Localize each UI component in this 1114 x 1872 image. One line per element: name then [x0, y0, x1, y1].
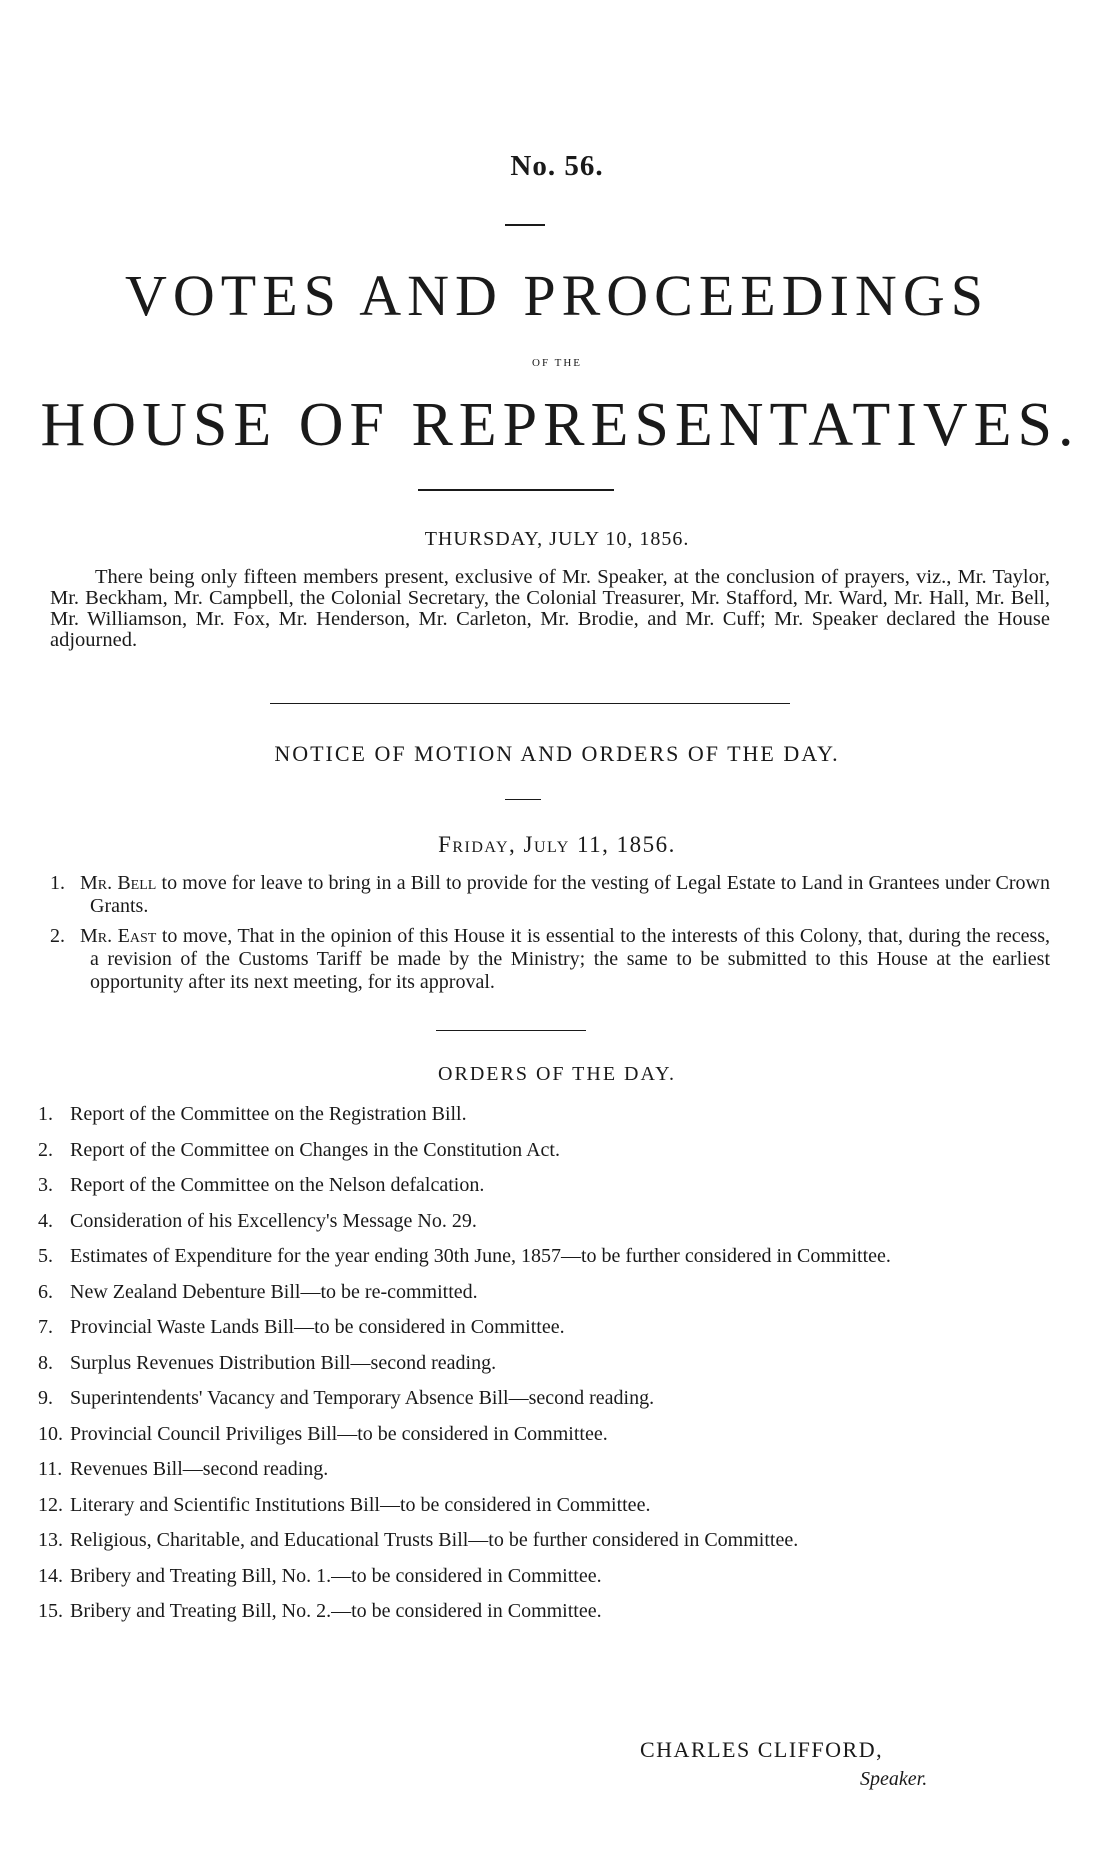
- order-item: [38, 1388, 1038, 1410]
- order-number: 5.: [38, 1245, 53, 1267]
- notice-heading: NOTICE OF MOTION AND ORDERS OF THE DAY.: [274, 741, 840, 766]
- order-text: Bribery and Treating Bill, No. 1.—to be considered in Committee.: [70, 1564, 602, 1587]
- order-number: 6.: [38, 1280, 53, 1303]
- divider: [418, 489, 614, 491]
- notice-date: Friday, July 11, 1856.: [438, 832, 676, 857]
- order-number: 1.: [38, 1103, 53, 1125]
- order-number: 10.: [38, 1422, 63, 1445]
- order-number: 15.: [38, 1600, 63, 1622]
- motion-member: Mr. Bell: [80, 872, 157, 894]
- motion-text: to move for leave to bring in a Bill to provide for the vesting of Legal Estate to Land in Grantees under Crown Grants.: [90, 872, 1050, 917]
- order-text: Bribery and Treating Bill, No. 2.—to be considered in Committee.: [70, 1600, 602, 1622]
- order-number: 3.: [38, 1174, 53, 1196]
- divider: [270, 703, 790, 704]
- divider: [505, 799, 541, 800]
- order-item: [38, 1282, 1038, 1304]
- order-text: Report of the Committee on Changes in the Constitution Act.: [70, 1138, 560, 1161]
- title-house-of-representatives: [40, 390, 1080, 461]
- order-item: [38, 1211, 1038, 1233]
- proceedings-date: THURSDAY, JULY 10, 1856.: [424, 528, 690, 550]
- motion-item: [50, 872, 1050, 918]
- document-number: No. 56.: [510, 150, 604, 182]
- order-item: [38, 1424, 1038, 1446]
- order-number: 7.: [38, 1316, 53, 1338]
- orders-heading: ORDERS OF THE DAY.: [438, 1063, 676, 1085]
- order-item: [38, 1246, 1038, 1268]
- order-number: 2.: [38, 1138, 53, 1161]
- title-of-the: OF THE: [532, 357, 582, 369]
- order-text: Religious, Charitable, and Educational Trusts Bill—to be further considered in Committee.: [70, 1529, 799, 1551]
- order-item: [38, 1530, 1038, 1552]
- title-house-text: HOUSE OF REPRESENTATIVES.: [40, 391, 1080, 459]
- order-item: [38, 1459, 1038, 1481]
- order-item: [38, 1601, 1038, 1623]
- order-item: [38, 1175, 1038, 1197]
- motion-member: Mr. East: [80, 925, 157, 947]
- order-text: Literary and Scientific Institutions Bill—to be considered in Committee.: [70, 1493, 651, 1516]
- order-number: 14.: [38, 1564, 63, 1587]
- order-text: New Zealand Debenture Bill—to be re-committed.: [70, 1280, 478, 1303]
- order-text: Superintendents' Vacancy and Temporary Absence Bill—second reading.: [70, 1387, 655, 1409]
- orders-list: [38, 1104, 1038, 1637]
- order-item: [38, 1104, 1038, 1126]
- order-text: Revenues Bill—second reading.: [70, 1458, 329, 1480]
- motion-item: [50, 925, 1050, 994]
- signature-name: CHARLES CLIFFORD,: [640, 1737, 884, 1762]
- title-votes-and-proceedings: VOTES AND PROCEEDINGS: [125, 263, 989, 328]
- order-item: [38, 1566, 1038, 1588]
- order-text: Estimates of Expenditure for the year ending 30th June, 1857—to be further considered in Committee.: [70, 1245, 891, 1267]
- order-item: [38, 1495, 1038, 1517]
- order-number: 8.: [38, 1351, 53, 1374]
- motion-number: 1.: [50, 872, 65, 894]
- order-number: 12.: [38, 1493, 63, 1516]
- order-text: Provincial Waste Lands Bill—to be considered in Committee.: [70, 1316, 565, 1338]
- order-number: 9.: [38, 1387, 53, 1409]
- order-item: [38, 1317, 1038, 1339]
- divider: [505, 224, 545, 226]
- order-text: Consideration of his Excellency's Message No. 29.: [70, 1209, 477, 1232]
- order-text: Provincial Council Priviliges Bill—to be considered in Committee.: [70, 1422, 608, 1445]
- proceedings-text: There being only fifteen members present, exclusive of Mr. Speaker, at the conclusion of prayers, viz., Mr. Taylor, Mr. Beckham, Mr. Campbell, the Colonial Secretary, the Colonial Treasurer, Mr. Stafford, Mr. Ward, Mr. Hall, Mr. Bell, Mr. Williamson, Mr. Fox, Mr. Henderson, Mr. Carleton, Mr. Brodie, and Mr. Cuff; Mr. Speaker declared the House adjourned.: [50, 566, 1050, 651]
- order-number: 13.: [38, 1529, 63, 1551]
- divider: [436, 1030, 586, 1031]
- signature-office: Speaker.: [860, 1768, 928, 1790]
- order-number: 4.: [38, 1209, 53, 1232]
- motion-text: to move, That in the opinion of this House it is essential to the interests of this Colony, that, during the recess, a revision of the Customs Tariff be made by the Ministry; the same to be submitted to this House at the earliest opportunity after its next meeting, for its approval.: [90, 925, 1051, 993]
- order-number: 11.: [38, 1458, 63, 1480]
- order-text: Surplus Revenues Distribution Bill—second reading.: [70, 1351, 497, 1374]
- motion-number: 2.: [50, 925, 65, 947]
- order-text: Report of the Committee on the Nelson defalcation.: [70, 1174, 485, 1196]
- order-text: Report of the Committee on the Registration Bill.: [70, 1103, 467, 1125]
- order-item: [38, 1353, 1038, 1375]
- order-item: [38, 1140, 1038, 1162]
